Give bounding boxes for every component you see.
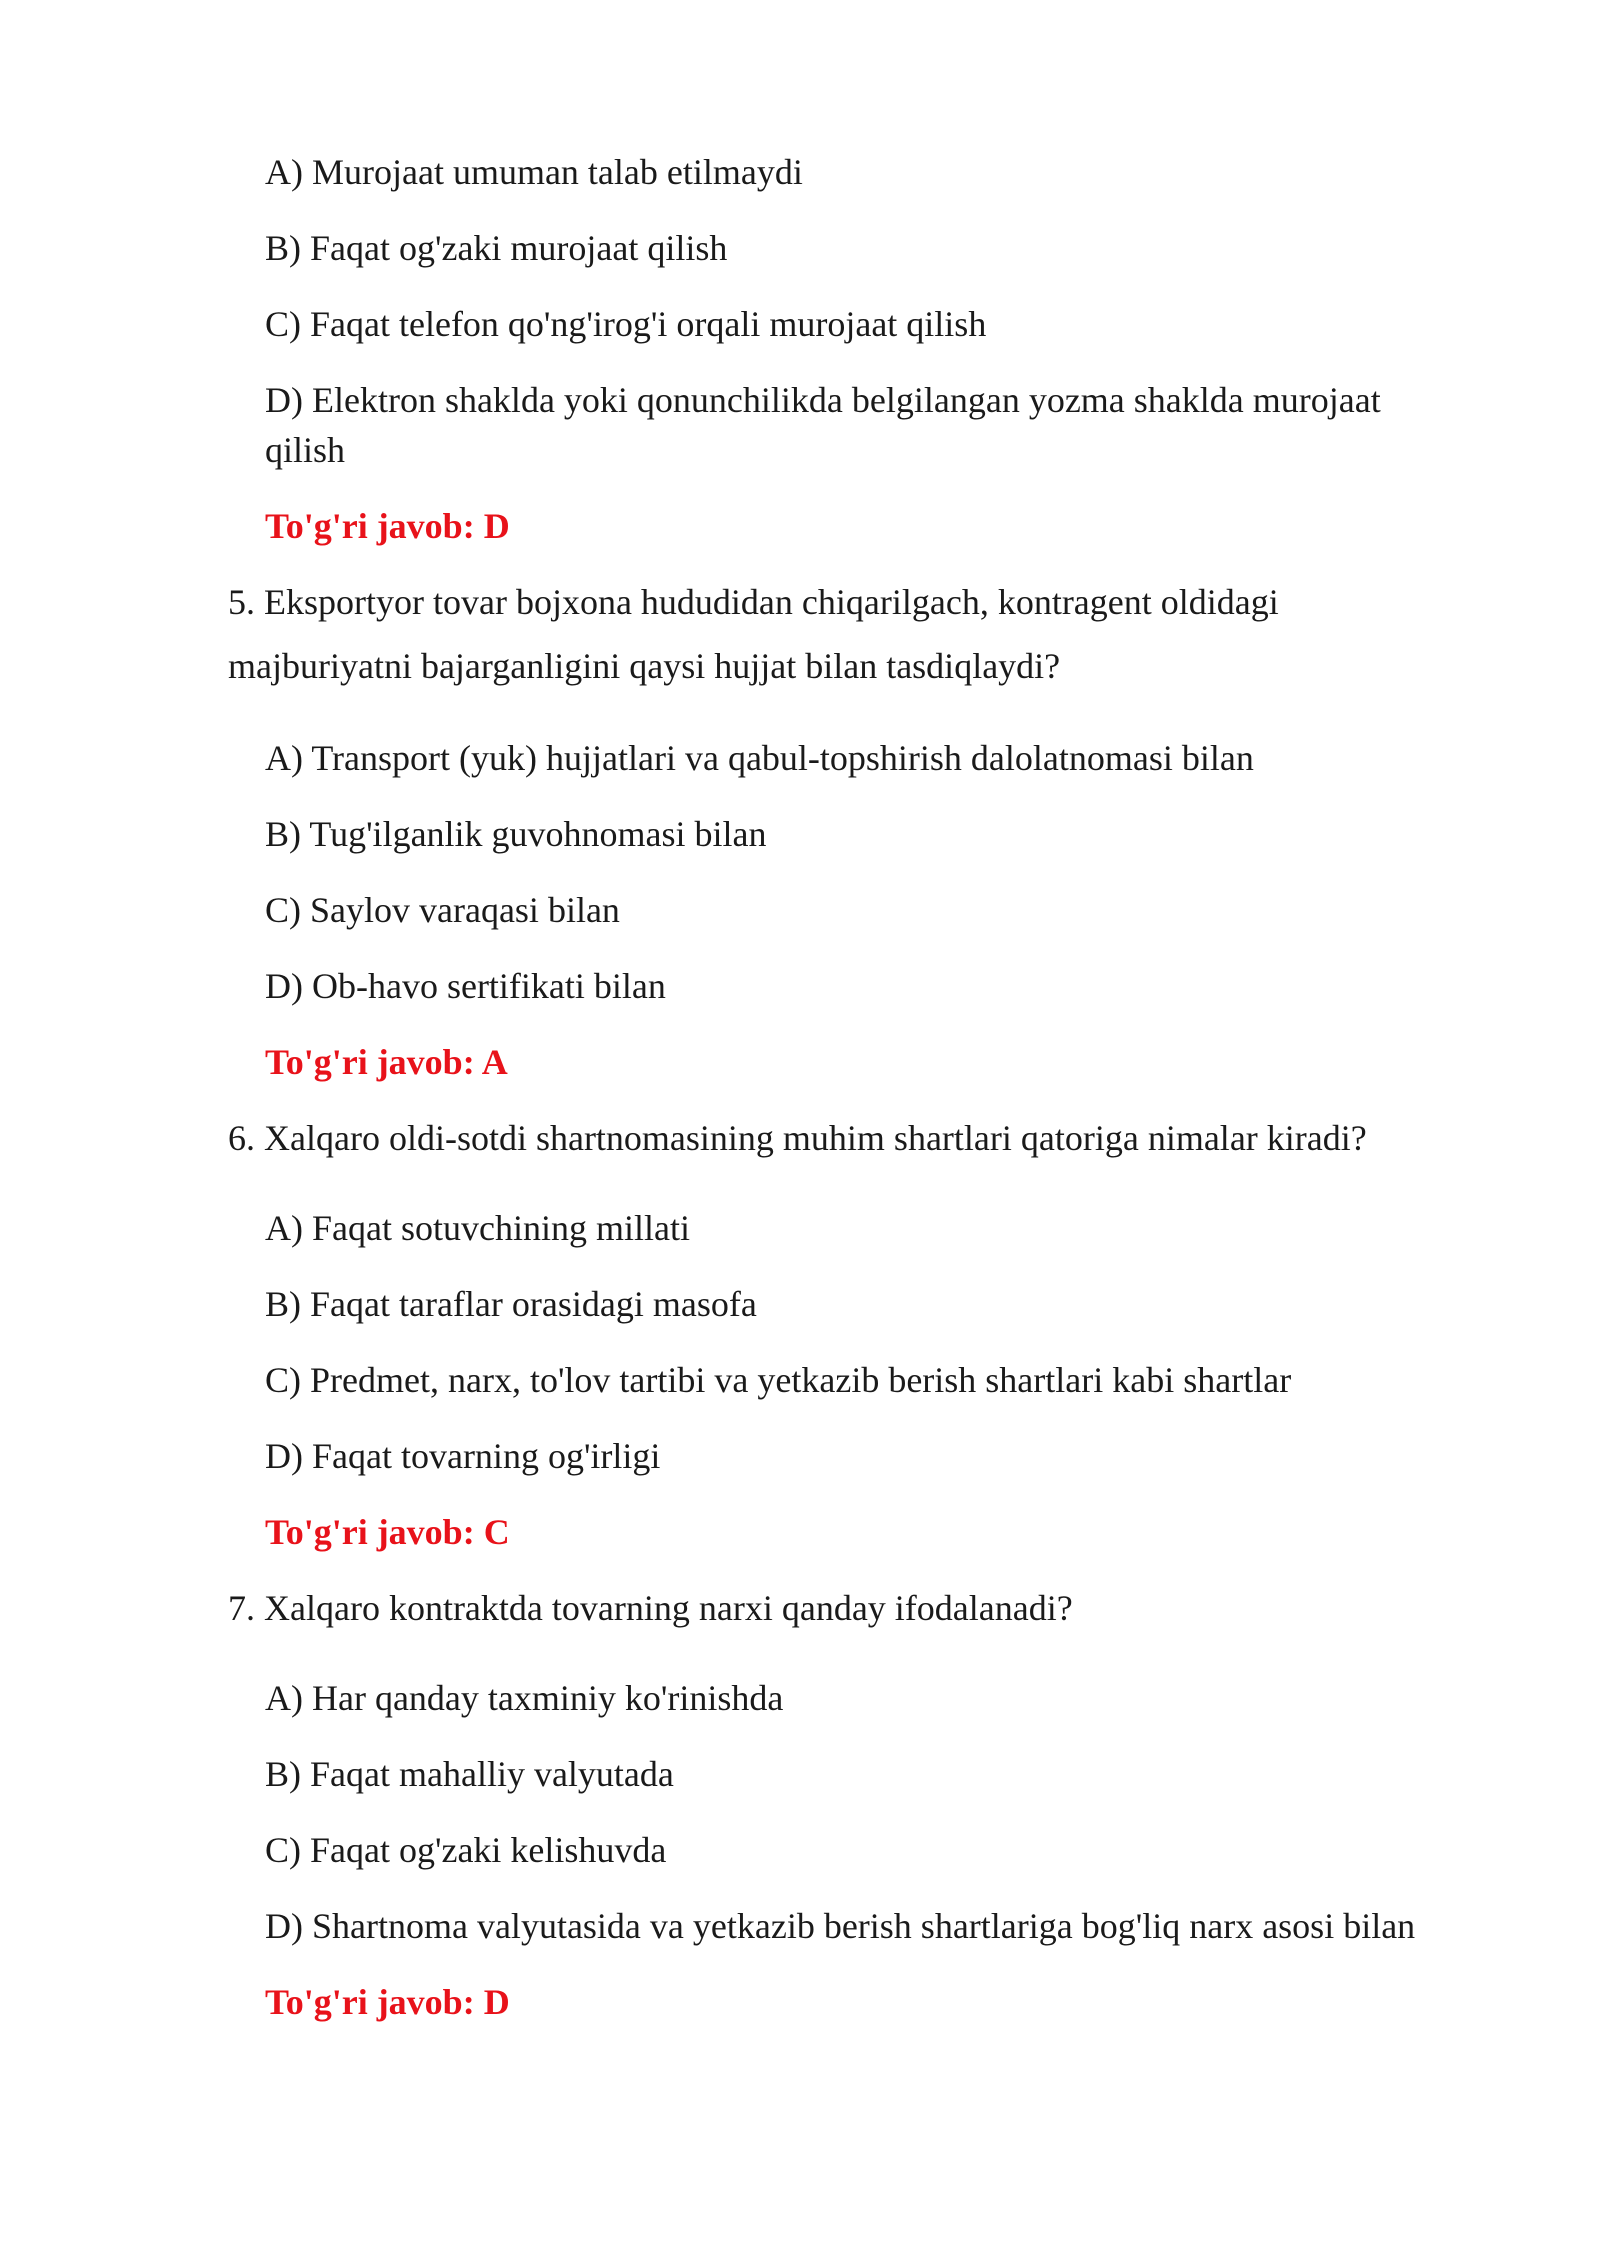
option-a: A) Murojaat umuman talab etilmaydi [265,152,803,192]
question-5-text: 5. Eksportyor tovar bojxona hududidan chiqarilgach, kontragent oldidagi [228,582,1279,622]
option-d: D) Faqat tovarning og'irligi [265,1436,661,1476]
option-a: A) Har qanday taxminiy ko'rinishda [265,1678,784,1718]
option-b: B) Tug'ilganlik guvohnomasi bilan [265,814,767,854]
correct-answer: To'g'ri javob: C [265,1512,510,1552]
correct-answer: To'g'ri javob: D [265,506,510,546]
option-a: A) Faqat sotuvchining millati [265,1208,690,1248]
question-6-text: 6. Xalqaro oldi-sotdi shartnomasining muhim shartlari qatoriga nimalar kiradi? [228,1118,1367,1158]
option-d: D) Elektron shaklda yoki qonunchilikda belgilangan yozma shaklda murojaat [265,380,1381,420]
option-d-continuation: qilish [265,430,346,470]
option-c: C) Faqat telefon qo'ng'irog'i orqali murojaat qilish [265,304,987,344]
option-c: C) Saylov varaqasi bilan [265,890,620,930]
option-b: B) Faqat taraflar orasidagi masofa [265,1284,757,1324]
question-5-text-continuation: majburiyatni bajarganligini qaysi hujjat bilan tasdiqlaydi? [228,646,1061,686]
question-7-text: 7. Xalqaro kontraktda tovarning narxi qanday ifodalanadi? [228,1588,1073,1628]
correct-answer: To'g'ri javob: D [265,1982,510,2022]
option-a: A) Transport (yuk) hujjatlari va qabul-topshirish dalolatnomasi bilan [265,738,1254,778]
option-d: D) Shartnoma valyutasida va yetkazib berish shartlariga bog'liq narx asosi bilan [265,1906,1416,1946]
option-b: B) Faqat mahalliy valyutada [265,1754,674,1794]
option-c: C) Faqat og'zaki kelishuvda [265,1830,667,1870]
option-c: C) Predmet, narx, to'lov tartibi va yetkazib berish shartlari kabi shartlar [265,1360,1292,1400]
option-b: B) Faqat og'zaki murojaat qilish [265,228,728,268]
option-d: D) Ob-havo sertifikati bilan [265,966,666,1006]
correct-answer: To'g'ri javob: A [265,1042,508,1082]
